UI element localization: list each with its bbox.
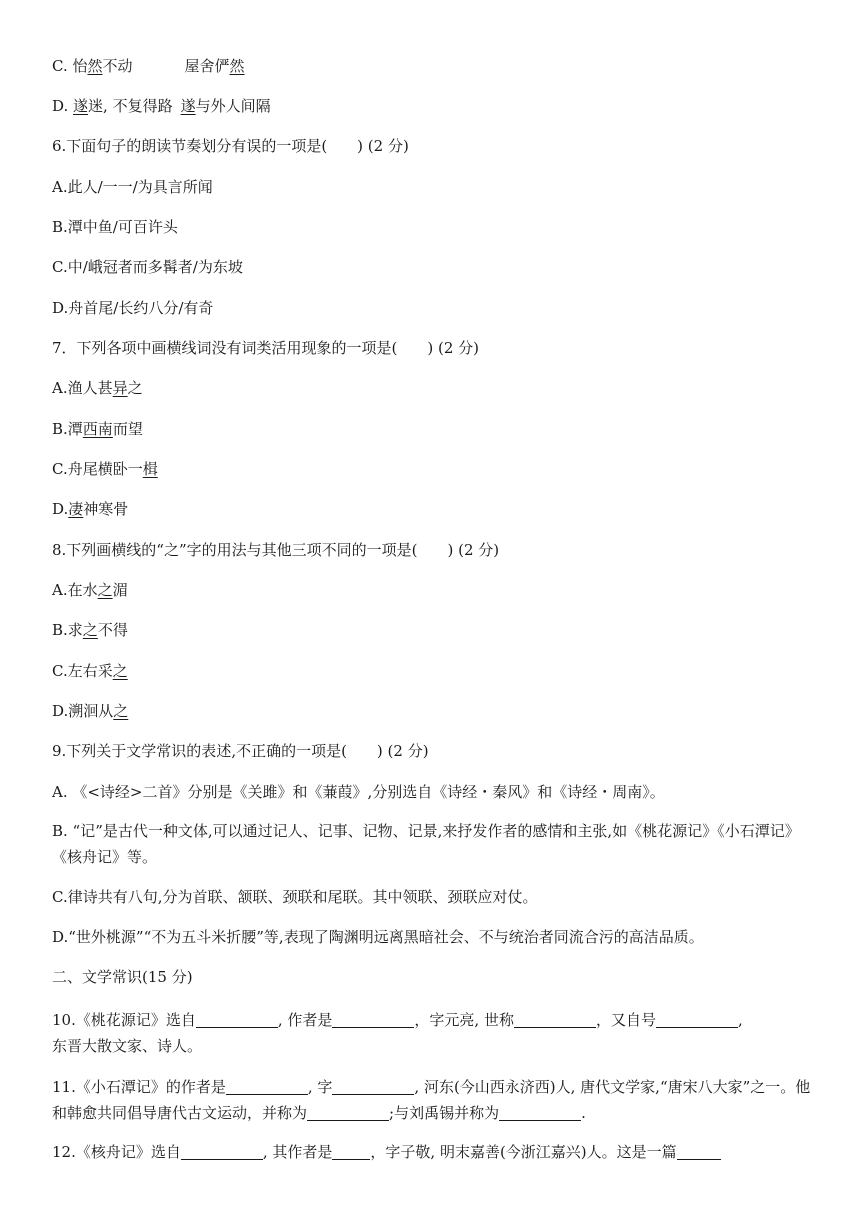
q5-option-d bbox=[52, 95, 812, 117]
q6-option-d: D.舟首尾/长约八分/有奇 bbox=[52, 299, 214, 317]
section-title: 二、文学常识(15 分) bbox=[52, 968, 193, 986]
option-text: 不动 bbox=[102, 57, 133, 75]
q9-option-b: B. “记”是古代一种文体,可以通过记人、记事、记物、记景,来抒发作者的感情和主张,如《桃花源记》《小石潭记》《核舟记》等。 bbox=[52, 822, 800, 866]
answer-blank[interactable] bbox=[226, 1078, 308, 1095]
underlined-word: 西南 bbox=[82, 420, 113, 438]
q5-option-c bbox=[52, 55, 812, 77]
q12-line: 12.《核舟记》选自 , 其作者是 ，字子敬, 明末嘉善(今浙江嘉兴)人。这是一篇 bbox=[52, 1141, 812, 1163]
q6-option-b: B.潭中鱼/可百许头 bbox=[52, 218, 178, 236]
answer-blank[interactable] bbox=[332, 1011, 414, 1028]
answer-blank[interactable] bbox=[332, 1143, 370, 1160]
q7-option-d: D.凄神寒骨 bbox=[52, 500, 129, 518]
q7-option-b: B.潭西南而望 bbox=[52, 420, 143, 438]
underlined-word: 凄 bbox=[68, 500, 84, 518]
underlined-word: 遂 bbox=[180, 97, 196, 115]
q6-option-a: A.此人/一一/为具言所闻 bbox=[52, 178, 213, 196]
q10-line: 10.《桃花源记》选自 , 作者是 ，字元亮, 世称 ，又自号 , bbox=[52, 1011, 743, 1029]
answer-blank[interactable] bbox=[656, 1011, 738, 1028]
answer-blank[interactable] bbox=[332, 1078, 414, 1095]
underlined-word: 然 bbox=[229, 57, 245, 75]
underlined-word: 之 bbox=[82, 621, 98, 639]
q9-stem: 9.下列关于文学常识的表述,不正确的一项是( ) (2 分) bbox=[52, 742, 429, 760]
answer-blank[interactable] bbox=[677, 1143, 721, 1160]
q10-line-2: 东晋大散文家、诗人。 bbox=[52, 1037, 203, 1055]
option-text: C. 怡 bbox=[52, 57, 88, 75]
option-text: 与外人间隔 bbox=[195, 97, 271, 115]
q8-option-a: A.在水之湄 bbox=[52, 581, 128, 599]
q8-option-b: B.求之不得 bbox=[52, 621, 128, 639]
option-text: 屋舍俨 bbox=[184, 57, 230, 75]
underlined-word: 遂 bbox=[73, 97, 89, 115]
answer-blank[interactable] bbox=[499, 1104, 581, 1121]
underlined-word: 异 bbox=[112, 379, 128, 397]
q9-option-d: D.“世外桃源”“不为五斗米折腰”等,表现了陶渊明远离黑暗社会、不与统治者同流合污的高洁品质。 bbox=[52, 928, 704, 946]
q9-option-a: A. 《<诗经>二首》分别是《关雎》和《蒹葭》,分别选自《诗经・秦风》和《诗经・周南》。 bbox=[52, 783, 665, 801]
q8-stem: 8.下列画横线的“之”字的用法与其他三项不同的一项是( ) (2 分) bbox=[52, 541, 500, 559]
option-label: D. bbox=[52, 97, 74, 115]
q7-stem: 7．下列各项中画横线词没有词类活用现象的一项是( ) (2 分) bbox=[52, 339, 480, 357]
answer-blank[interactable] bbox=[307, 1104, 389, 1121]
q7-option-c: C.舟尾横卧一楫 bbox=[52, 460, 158, 478]
q9-option-c: C.律诗共有八句,分为首联、颔联、颈联和尾联。其中领联、颈联应对仗。 bbox=[52, 888, 538, 906]
underlined-word: 之 bbox=[113, 702, 129, 720]
underlined-word: 之 bbox=[97, 581, 113, 599]
q11-text: 11.《小石潭记》的作者是 , 字 , 河东(今山西永济西)人, 唐代文学家,“唐宋八大家”之一。他和韩愈共同倡导唐代古文运动，并称为 ;与刘禹锡并称为 . bbox=[52, 1078, 811, 1122]
option-text: 迷, 不复得路 bbox=[88, 97, 173, 115]
q6-stem: 6.下面句子的朗读节奏划分有误的一项是( ) (2 分) bbox=[52, 137, 409, 155]
answer-blank[interactable] bbox=[514, 1011, 596, 1028]
underlined-word: 之 bbox=[112, 662, 128, 680]
q6-option-c: C.中/峨冠者而多髯者/为东坡 bbox=[52, 258, 243, 276]
answer-blank[interactable] bbox=[181, 1143, 263, 1160]
answer-blank[interactable] bbox=[196, 1011, 278, 1028]
underlined-word: 楫 bbox=[142, 460, 158, 478]
q8-option-d: D.溯洄从之 bbox=[52, 702, 129, 720]
q8-option-c: C.左右采之 bbox=[52, 662, 128, 680]
underlined-word: 然 bbox=[87, 57, 103, 75]
q7-option-a: A.渔人甚异之 bbox=[52, 379, 143, 397]
